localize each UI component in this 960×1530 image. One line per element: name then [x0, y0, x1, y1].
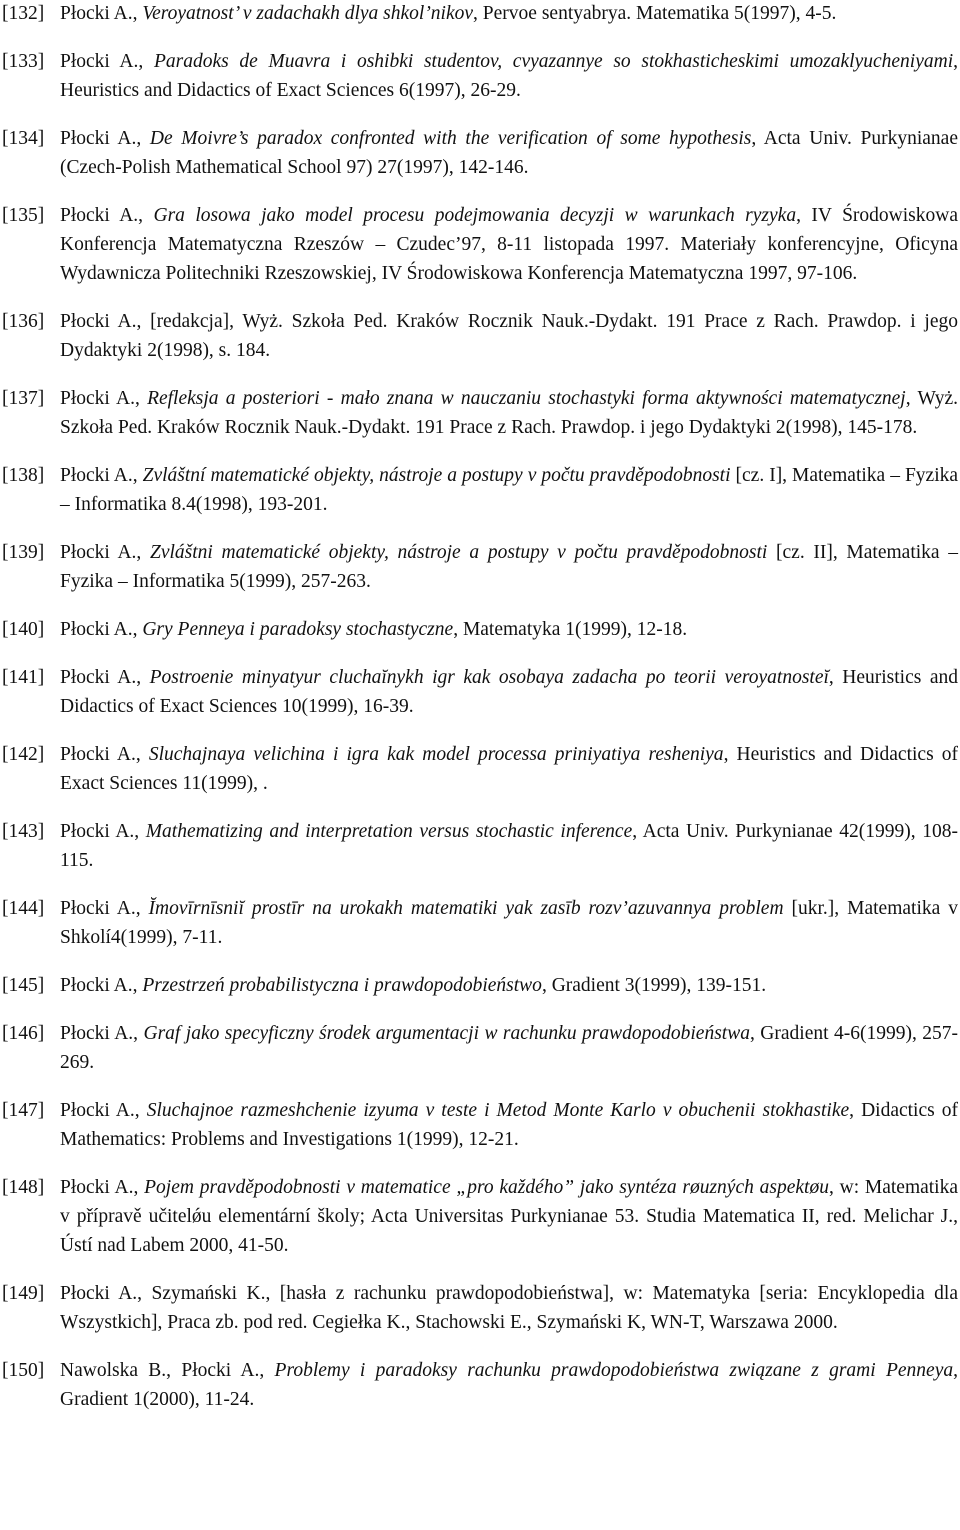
reference-text	[60, 1283, 958, 1333]
reference-entry	[2, 201, 958, 288]
reference-number: [148]	[2, 1177, 45, 1198]
reference-title: Zvláštní matematické objekty, nástroje a postupy v počtu pravděpodobnosti	[142, 465, 731, 486]
reference-text	[60, 128, 958, 178]
reference-entry	[2, 1279, 958, 1337]
reference-number: [150]	[2, 1360, 45, 1381]
reference-title: Graf jako specyficzny środek argumentacji w rachunku prawdopodobieństwa	[143, 1023, 750, 1044]
reference-number: [147]	[2, 1100, 45, 1121]
reference-number: [144]	[2, 898, 45, 919]
reference-text	[60, 975, 766, 996]
reference-segment: Płocki A.,	[60, 388, 148, 409]
reference-entry	[2, 124, 958, 182]
reference-title: Mathematizing and interpretation versus stochastic inference	[145, 821, 633, 842]
reference-entry	[2, 1356, 958, 1414]
reference-text	[60, 311, 958, 361]
reference-entry	[2, 740, 958, 798]
reference-segment: , Wyż. Szkoła Ped. Kraków Rocznik Nauk.-Dydakt. 191 Prace z Rach. Prawdop. i jego Dydaktyki 2(1998), 145-178.	[60, 388, 958, 438]
reference-segment: Płocki A.,	[60, 667, 150, 688]
reference-segment: , Matematyka 1(1999), 12-18.	[453, 619, 688, 640]
reference-segment: Płocki A.,	[60, 1023, 144, 1044]
reference-segment: , Gradient 3(1999), 139-151.	[541, 975, 767, 996]
reference-segment: Płocki A.,	[60, 898, 149, 919]
reference-text	[60, 1360, 958, 1410]
reference-segment: Płocki A.,	[60, 619, 143, 640]
reference-text	[60, 542, 958, 592]
reference-number: [139]	[2, 542, 45, 563]
reference-number: [135]	[2, 205, 45, 226]
reference-text	[60, 821, 958, 871]
reference-number: [136]	[2, 311, 45, 332]
reference-segment: Płocki A.,	[60, 542, 150, 563]
reference-text	[60, 744, 958, 794]
reference-number: [141]	[2, 667, 45, 688]
reference-segment: Płocki A., [redakcja], Wyż. Szkoła Ped. Kraków Rocznik Nauk.-Dydakt. 191 Prace z Rach. Prawdop. i jego Dydaktyki 2(1998), s. 184.	[60, 311, 958, 361]
reference-text	[60, 619, 687, 640]
reference-segment: , w: Matematika v přípravě učitelǿu elementární školy; Acta Universitas Purkynianae 53. Studia Matematica II, red. Melichar J., Ústí nad Labem 2000, 41-50.	[60, 1177, 959, 1256]
reference-segment: Płocki A.,	[60, 975, 143, 996]
reference-title: Sluchajnoe razmeshchenie izyuma v teste i Metod Monte Karlo v obuchenii stokhastike	[146, 1100, 850, 1121]
reference-entry	[2, 1173, 958, 1260]
reference-segment: Płocki A.,	[60, 821, 146, 842]
reference-segment: Płocki A.,	[60, 1100, 147, 1121]
reference-title: Veroyatnost’ v zadachakh dlya shkol’nikov	[142, 3, 474, 24]
reference-entry	[2, 817, 958, 875]
reference-segment: Płocki A.,	[60, 51, 154, 72]
reference-text	[60, 898, 958, 948]
reference-segment: , Heuristics and Didactics of Exact Sciences 10(1999), 16-39.	[60, 667, 958, 717]
reference-title: Sluchajnaya velichina i igra kak model processa priniyatiya resheniya	[148, 744, 724, 765]
reference-entry	[2, 663, 958, 721]
reference-segment: , Acta Univ. Purkynianae 42(1999), 108-115.	[60, 821, 958, 871]
reference-number: [133]	[2, 51, 45, 72]
reference-segment: Płocki A.,	[60, 205, 154, 226]
reference-text	[60, 3, 836, 24]
reference-text	[60, 667, 958, 717]
reference-entry	[2, 971, 958, 1000]
reference-text	[60, 1177, 958, 1256]
reference-list	[2, 0, 958, 1414]
reference-number: [138]	[2, 465, 45, 486]
reference-number: [146]	[2, 1023, 45, 1044]
reference-entry	[2, 894, 958, 952]
reference-number: [143]	[2, 821, 45, 842]
reference-segment: , Didactics of Mathematics: Problems and Investigations 1(1999), 12-21.	[60, 1100, 958, 1150]
reference-segment: , Gradient 1(2000), 11-24.	[60, 1360, 958, 1410]
reference-text	[60, 465, 958, 515]
reference-number: [145]	[2, 975, 45, 996]
reference-segment: Nawolska B., Płocki A.,	[60, 1360, 275, 1381]
reference-segment: Płocki A.,	[60, 128, 150, 149]
reference-number: [134]	[2, 128, 45, 149]
reference-segment: , IV Środowiskowa Konferencja Matematyczna Rzeszów – Czudec’97, 8-11 listopada 1997. Materiały konferencyjne, Oficyna Wydawnicza Politechniki Rzeszowskiej, IV Środowiskowa Konferencja Matematyczna 1997, 97-106.	[60, 205, 959, 284]
reference-segment: , Heuristics and Didactics of Exact Sciences 6(1997), 26-29.	[60, 51, 958, 101]
reference-text	[60, 1100, 958, 1150]
reference-text	[60, 51, 958, 101]
reference-segment: Płocki A.,	[60, 465, 143, 486]
reference-entry	[2, 461, 958, 519]
reference-title: Gra losowa jako model procesu podejmowania decyzji w warunkach ryzyka	[153, 205, 797, 226]
reference-entry	[2, 615, 958, 644]
reference-entry	[2, 1096, 958, 1154]
reference-segment: , Pervoe sentyabrya. Matematika 5(1997), 4-5.	[473, 3, 837, 24]
reference-title: Pojem pravděpodobnosti v matematice „pro každého” jako syntéza røuzných aspektøu	[144, 1177, 829, 1198]
reference-segment: , Acta Univ. Purkynianae (Czech-Polish Mathematical School 97) 27(1997), 142-146.	[60, 128, 958, 178]
reference-title: Zvláštni matematické objekty, nástroje a postupy v počtu pravděpodobnosti	[149, 542, 768, 563]
reference-number: [142]	[2, 744, 45, 765]
reference-segment: Płocki A., Szymański K., [hasła z rachunku prawdopodobieństwa], w: Matematyka [seria: Encyklopedia dla Wszystkich], Praca zb. pod red. Cegiełka K., Stachowski E., Szymański K, WN-T, Warszawa 2000.	[60, 1283, 958, 1333]
reference-number: [132]	[2, 3, 45, 24]
reference-entry	[2, 307, 958, 365]
reference-text	[60, 388, 958, 438]
reference-segment: Płocki A.,	[60, 744, 149, 765]
reference-title: Ĭmovīrnīsniĭ prostīr na urokakh matematiki yak zasīb rozv’azuvannya problem	[148, 898, 784, 919]
reference-title: De Moivre’s paradox confronted with the verification of some hypothesis	[149, 128, 752, 149]
reference-segment: [cz. II], Matematika – Fyzika – Informatika 5(1999), 257-263.	[60, 542, 958, 592]
reference-number: [149]	[2, 1283, 45, 1304]
reference-segment: , Heuristics and Didactics of Exact Sciences 11(1999), .	[60, 744, 959, 794]
reference-segment: , Gradient 4-6(1999), 257-269.	[60, 1023, 959, 1073]
reference-title: Paradoks de Muavra i oshibki studentov, cvyazannye so stokhasticheskimi umozaklyucheniyami	[153, 51, 954, 72]
reference-number: [137]	[2, 388, 45, 409]
reference-segment: Płocki A.,	[60, 3, 143, 24]
reference-entry	[2, 1019, 958, 1077]
reference-text	[60, 1023, 958, 1073]
reference-entry	[2, 0, 958, 28]
reference-entry	[2, 47, 958, 105]
reference-title: Refleksja a posteriori - mało znana w nauczaniu stochastyki forma aktywności matematycznej	[147, 388, 906, 409]
reference-segment: [cz. I], Matematika – Fyzika – Informatika 8.4(1998), 193-201.	[60, 465, 959, 515]
reference-entry	[2, 538, 958, 596]
reference-text	[60, 205, 958, 284]
reference-entry	[2, 384, 958, 442]
reference-title: Postroenie minyatyur cluchaĭnykh igr kak osobaya zadacha po teorii veroyatnosteĭ	[149, 667, 829, 688]
reference-title: Przestrzeń probabilistyczna i prawdopodobieństwo	[142, 975, 542, 996]
reference-title: Gry Penneya i paradoksy stochastyczne	[142, 619, 454, 640]
reference-number: [140]	[2, 619, 45, 640]
reference-segment: [ukr.], Matematika v Shkolí4(1999), 7-11.	[60, 898, 958, 948]
reference-segment: Płocki A.,	[60, 1177, 145, 1198]
reference-title: Problemy i paradoksy rachunku prawdopodobieństwa związane z grami Penneya	[274, 1360, 954, 1381]
